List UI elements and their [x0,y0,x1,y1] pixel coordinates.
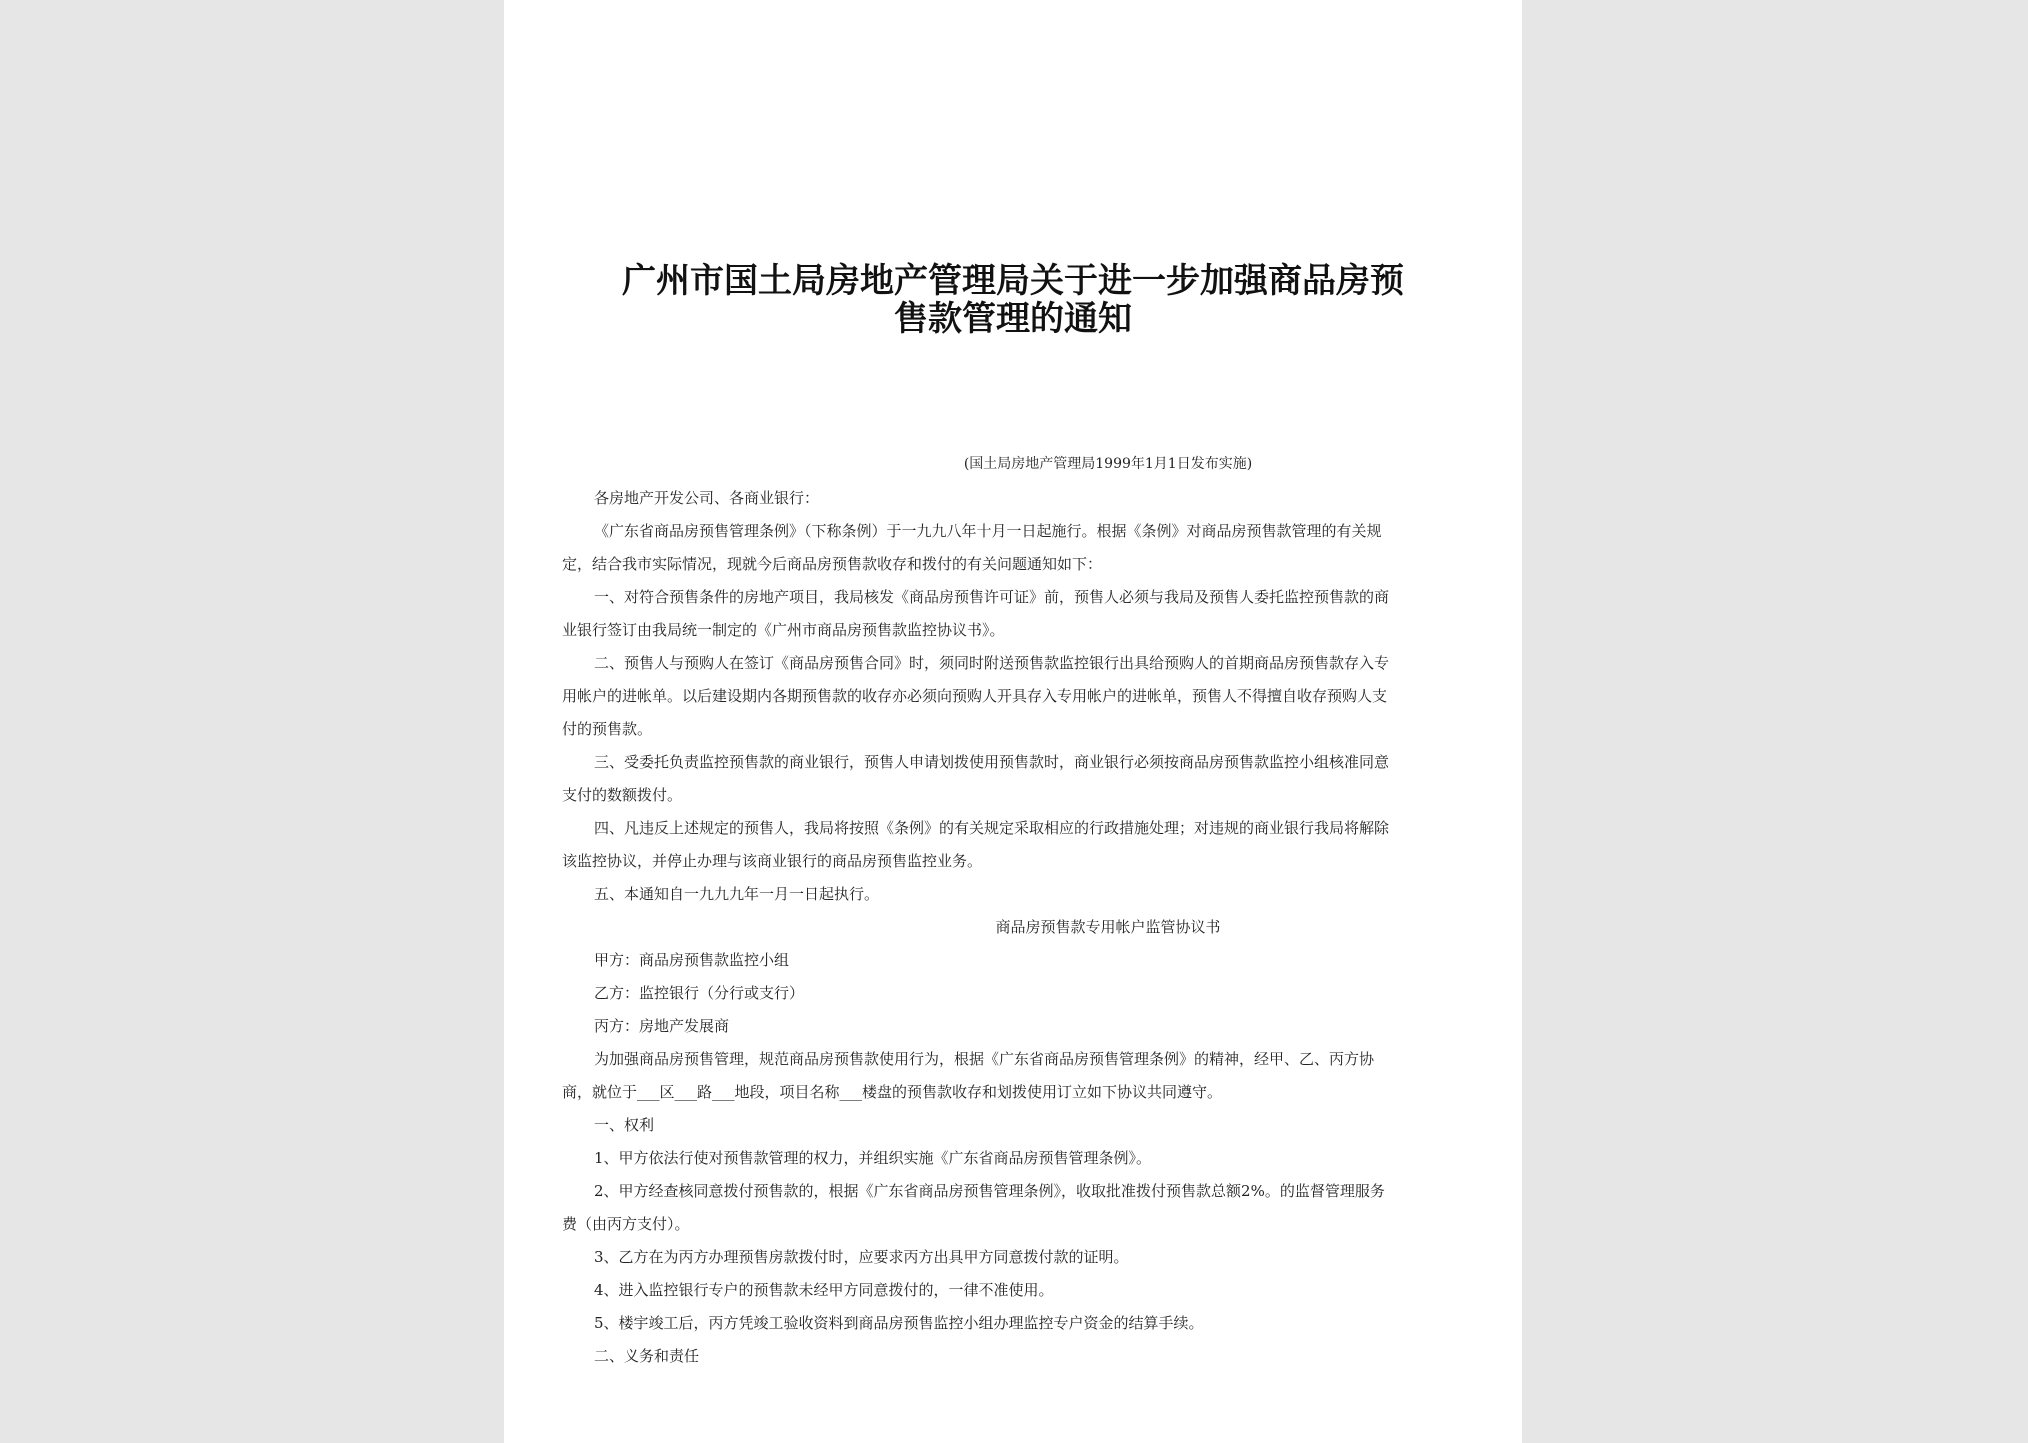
item-2-line-1: 二、预售人与预购人在签订《商品房预售合同》时，须同时附送预售款监控银行出具给预购人的首期商品房预售款存入专 [594,654,1390,672]
item-4-line-2: 该监控协议，并停止办理与该商业银行的商品房预售监控业务。 [562,852,983,870]
rights-item-3: 3、乙方在为丙方办理预售房款拨付时，应要求丙方出具甲方同意拨付款的证明。 [594,1248,1129,1266]
item-2-line-3: 付的预售款。 [562,720,653,738]
agreement-intro-line-2: 商，就位于___区___路___地段，项目名称___楼盘的预售款收存和划拨使用订立如下协议共同遵守。 [562,1083,1223,1101]
item-3-line-2: 支付的数额拨付。 [562,786,683,804]
agreement-intro-line-1: 为加强商品房预售管理，规范商品房预售款使用行为，根据《广东省商品房预售管理条例》的精神，经甲、乙、丙方协 [594,1050,1375,1068]
item-1-line-1: 一、对符合预售条件的房地产项目，我局核发《商品房预售许可证》前，预售人必须与我局及预售人委托监控预售款的商 [594,588,1390,606]
rights-item-4: 4、进入监控银行专户的预售款未经甲方同意拨付的，一律不准使用。 [594,1281,1054,1299]
title-line-2: 售款管理的通知 [894,299,1132,339]
item-1-line-2: 业银行签订由我局统一制定的《广州市商品房预售款监控协议书》。 [562,621,1005,639]
item-2-line-2: 用帐户的进帐单。以后建设期内各期预售款的收存亦必须向预购人开具存入专用帐户的进帐单，预售人不得擅自收存预购人支 [562,687,1388,705]
item-3-line-1: 三、受委托负责监控预售款的商业银行，预售人申请划拨使用预售款时，商业银行必须按商品房预售款监控小组核准同意 [594,753,1390,771]
intro-line-2: 定，结合我市实际情况，现就今后商品房预售款收存和拨付的有关问题通知如下： [562,555,1103,573]
agreement-title: 商品房预售款专用帐户监管协议书 [995,918,1221,936]
party-a: 甲方：商品房预售款监控小组 [594,951,790,969]
item-4-line-1: 四、凡违反上述规定的预售人，我局将按照《条例》的有关规定采取相应的行政措施处理；对违规的商业银行我局将解除 [594,819,1390,837]
section-rights-heading: 一、权利 [594,1116,655,1134]
rights-item-2-line-1: 2、甲方经查核同意拨付预售款的，根据《广东省商品房预售管理条例》，收取批准拨付预售款总额2%。的监督管理服务 [594,1182,1385,1200]
rights-item-5: 5、楼宇竣工后，丙方凭竣工验收资料到商品房预售监控小组办理监控专户资金的结算手续。 [594,1314,1204,1332]
title-line-1: 广州市国土局房地产管理局关于进一步加强商品房预 [622,261,1404,301]
salutation: 各房地产开发公司、各商业银行： [594,489,820,507]
item-5: 五、本通知自一九九九年一月一日起执行。 [594,885,880,903]
document-page [504,0,1522,1443]
rights-item-1: 1、甲方依法行使对预售款管理的权力，并组织实施《广东省商品房预售管理条例》。 [594,1149,1152,1167]
intro-line-1: 《广东省商品房预售管理条例》（下称条例）于一九九八年十月一日起施行。根据《条例》对商品房预售款管理的有关规 [594,522,1382,540]
party-b: 乙方：监控银行（分行或支行） [594,984,805,1002]
rights-item-2-line-2: 费（由丙方支付）。 [562,1215,690,1233]
party-c: 丙方：房地产发展商 [594,1017,730,1035]
publish-note: (国土局房地产管理局1999年1月1日发布实施) [963,456,1253,472]
section-duties-heading: 二、义务和责任 [594,1347,700,1365]
document-title [504,262,1522,338]
